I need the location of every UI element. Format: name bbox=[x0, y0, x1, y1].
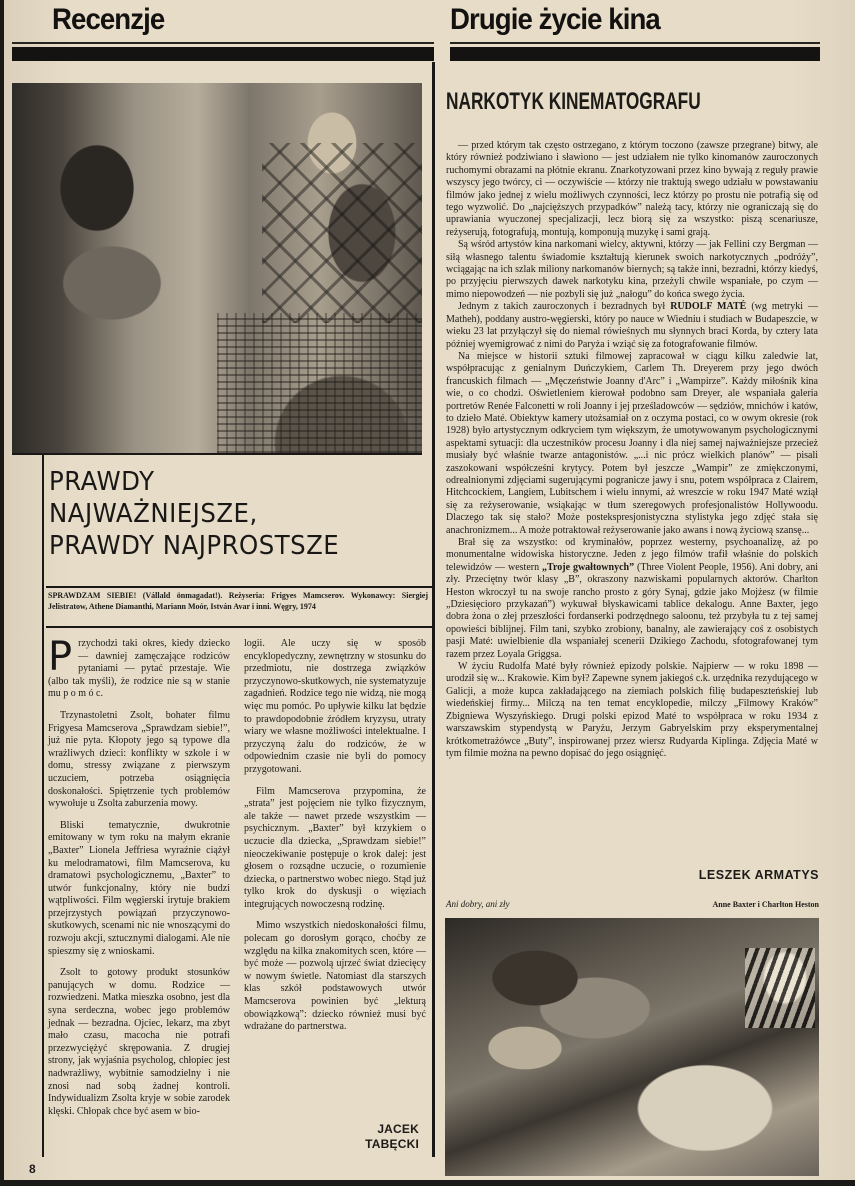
article-left-border bbox=[42, 455, 44, 1157]
review-byline bbox=[344, 1122, 419, 1152]
byline-first-name: JACEK bbox=[377, 1122, 419, 1136]
paragraph-text: (wg metryki — Matheh), poddany austro-węgierski, który po nauce w Wiedniu i studiach w Budapeszcie, w wieku 23 lat przyłączył się do niemal rówieśnych mu słynnych braci Korda, by cztery lata później wyemigrować z nimi do Paryża i wziąć się za fotografowanie filmów. bbox=[446, 301, 819, 350]
feature-byline: LESZEK ARMATYS bbox=[698, 868, 819, 882]
page-number: 8 bbox=[29, 1162, 36, 1176]
review-column-2 bbox=[244, 638, 426, 1043]
drop-cap: P bbox=[48, 634, 73, 680]
credits-rule-top bbox=[46, 586, 432, 588]
paragraph-text: rzychodzi taki okres, kiedy dziecko — dawniej zamęczające rodziców pytaniami — pytać przestaje. Wie (albo tak myśli), że rodzice nie są w stanie mu p o m ó c. bbox=[48, 638, 230, 700]
paragraph: Zsolt to gotowy produkt stosunków panujących w domu. Rodzice — rozwiedzeni. Matka mieszka osobno, jest dla syna serdeczna, wobec jego problemów jednak — bezradna. Ojciec, lekarz, ma zbyt mało czasu, macocha nie potrafi przezwyciężyć skrępowania. Z drugiej strony, jak wyjaśnia psycholog, chłopiec jest nadwrażliwy, wybitnie samodzielny i nie znosi nad sobą żadnej kontroli. Indywidualizm Zsolta kryje w sobie zarodek klęski. Chłopak chce być asem w bio- bbox=[48, 967, 230, 1117]
highlighted-name: RUDOLF MATÉ bbox=[670, 301, 747, 313]
photo-caption-right: Anne Baxter i Charlton Heston bbox=[712, 900, 819, 909]
header-rule-thick-right bbox=[450, 47, 820, 61]
film-credits: SPRAWDZAM SIEBIE! (Vállald önmagadat!). Reżyseria: Frigyes Mamcserov. Wykonawcy: Siergiej Jelistratow, Athene Diamanthi, Mariann Moór, István Avar i inni. Węgry, 1974 bbox=[48, 591, 428, 611]
highlighted-film-title: „Troje gwałtownych” bbox=[542, 561, 635, 573]
paragraph: Mimo wszystkich niedoskonałości filmu, polecam go dorosłym gorąco, choćby ze względu na kilka znakomitych scen, które — być może — pozwolą ujrzeć świat dziecięcy w nowym świetle. Natomiast dla starszych klas szkół podstawowych utwór Mamcserova powinien być „lekturą obowiązkową”: dziecko również musi być wdrażane do partnerstwa. bbox=[244, 920, 426, 1033]
headline-line: NAJWAŻNIEJSZE, bbox=[49, 499, 258, 529]
header-rule-thin-left bbox=[12, 42, 434, 44]
byline-last-name: TABĘCKI bbox=[365, 1137, 419, 1151]
photo-grille-detail bbox=[262, 143, 422, 323]
header-rule-thick-left bbox=[12, 47, 434, 61]
film-still-photo-icon bbox=[12, 83, 422, 455]
review-headline bbox=[49, 466, 406, 562]
paragraph bbox=[48, 634, 230, 701]
film-still-photo-icon bbox=[445, 918, 819, 1176]
photo-caption-left: Ani dobry, ani zły bbox=[446, 899, 510, 909]
section-title-drugie-zycie-kina: Drugie życie kina bbox=[450, 3, 660, 36]
paragraph: W życiu Rudolfa Maté były również epizody polskie. Najpierw — w roku 1898 — urodził się w... Krakowie. Kim był? Zapewne synem jakiegoś c.k. urzędnika rezydującego w Galicji, a może kupca zakładającego na ziemiach polskich filię budapeszteńskiej lub wiedeńskiej firmy... Milczą na ten temat encyklopedie, milczy „Filmowy Kraków” Zbigniewa Wyszyńskiego. Drugi polski epizod Maté to współpraca w roku 1934 z warszawskim stypendystą w Paryżu, Jerzym Gabryelskim przy eksperymentalnej krótkometrażówce „Buty”, inspirowanej przez wiersz Rudyarda Kiplinga. Zdjęcia Maté w tym filmie można na pewno dopisać do jego osiągnięć. bbox=[446, 661, 818, 759]
paragraph: Trzynastoletni Zsolt, bohater filmu Frigyesa Mamcserova „Sprawdzam siebie!”, już nie pyta. Kłopoty jego są typowe dla wrażliwych dzieci: konflikty w szkole i w domu, stressy związane z pierwszym uczuciem, potrzeba osiągnięcia doskonałości. Spiętrzenie tych problemów wywołuje u Zsolta zaburzenia mowy. bbox=[48, 709, 230, 810]
paragraph: Na miejsce w historii sztuki filmowej zapracował w ciągu kilku zaledwie lat, współpracując z genialnym Duńczykiem, Carlem Th. Dreyerem przy jego dwóch francuskich filmach — „Męczeństwie Joanny d'Arc” i „Wampirze”. Każdy miłośnik kina wie, o co chodzi. Oświetleniem kierował podobno sam Dreyer, ale wspaniała galeria portretów Renée Falconetti w roli Joanny i jej prześladowców — sędziów, mnichów i katów, to dzieło Maté. Obiektyw kamery utożsamiał on z oczyma postaci, co w owym okresie (rok 1928) było artystycznym odkryciem tym większym, że umotywowanym psychologicznymi aspektami sytuacji: dla uczestników procesu Joanny i dla niej samej najważniejsze przecież musiały być właśnie twarze antagonistów. „...i nic prócz wielkich planów” — pisali zaszokowani współcześni krytycy. Potem był jeszcze „Wampir” ze zmiękczonymi, odrealnionymi zdjęciami sugerującymi pogranicze jawy i snu, potem współpraca z Clairem, Hitchcockiem, Langiem, Lubitschem i wielu innymi, aż wreszcie w roku 1947 Maté wziął się za reżyserowanie, wsiąkając w tłum szeregowych profesjonalistów Hollywoodu. Dlaczego tak się stało? Może postekspresjonistyczna stylistyka jego zdjęć stała się anachronizmem... A może potraktował reżyserowanie jako awans i nową życiową szansę... bbox=[446, 350, 818, 536]
credits-rule-bottom bbox=[46, 626, 432, 628]
headline-line: PRAWDY bbox=[49, 467, 155, 497]
page-bottom-edge bbox=[0, 1180, 855, 1186]
paragraph: — przed którym tak często ostrzegano, z którym toczono (zawsze przegrane) bitwy, ale który również podziwiano i sławiono — jest udziałem nie tylko kinomanów zauroczonych ruchomymi obrazami na płótnie ekranu. Znarkotyzowani przez kino bywają z reguły prawie wszyscy jego twórcy, ci — oczywiście — którzy nie traktują swego udziału w powstawaniu filmów jako jednej z wielu możliwych czynności, lecz którzy po prostu nie potrafią się od tego wyzwolić. Do „najcięższych przypadków” należą tacy, którzy nie ograniczają się do uprawiania wyuczonej specjalizacji, lecz biorą się za wszystko: piszą scenariusze, reżyserują, fotografują, montują, komponują muzykę i sami grają. bbox=[446, 140, 818, 238]
photo-tablecloth-detail bbox=[217, 313, 422, 453]
feature-body bbox=[446, 140, 818, 760]
paragraph: Bliski tematycznie, dwukrotnie emitowany w tym roku na małym ekranie „Baxter” Lionela Jeffriesa wyraźnie ciążył ku melodramatowi, film Mamcserova, ku dramatowi psychologicznemu, „Baxter” to utwór funkcjonalny, który nie budzi wątpliwości. Film węgierski irytuje brakiem przejrzystych powiązań przyczynowo-skutkowych, scenami nic nie wnoszącymi do rozwoju akcji, sztucznymi dialogami. Ale nie spieszmy się z wnioskami. bbox=[48, 819, 230, 957]
review-column-1 bbox=[48, 634, 230, 1127]
paragraph-text: Jednym z takich zauroczonych i bezradnych był bbox=[458, 301, 671, 313]
section-title-recenzje: Recenzje bbox=[52, 3, 165, 36]
feature-headline: NARKOTYK KINEMATOGRAFU bbox=[446, 88, 701, 115]
paragraph: logii. Ale uczy się w sposób encyklopedyczny, zewnętrzny w stosunku do przedmiotu, nie dostrzega związków przyczynowo-skutkowych, nie systematyzuje zagadnień. Rodzice tego nie widzą, nie mogą więc mu pomóc. Po upływie kilku lat będzie to prawdopodobnie źródłem kryzysu, utraty wiary we własne możliwości intelektualne. I przyczyną żalu do rodziców, że w odpowiednim czasie nie byli do pomocy przygotowani. bbox=[244, 638, 426, 775]
paragraph-text: Brał się za wszystko: od kryminałów, poprzez westerny, psychoanalizę, aż po monumentalne widowiska historyczne. Jeden z jego filmów trafił właśnie do polskich telewidzów — western bbox=[446, 537, 818, 573]
headline-line: PRAWDY NAJPROSTSZE bbox=[49, 531, 340, 561]
header-rule-thin-right bbox=[450, 42, 820, 44]
paragraph: Są wśród artystów kina narkomani wielcy, aktywni, którzy — jak Fellini czy Bergman — siłą własnego talentu świadomie kształtują kierunek swoich narkotycznych „podróży”, wciągając na ich szlak miliony narkomanów biernych; są także inni, bezradni, którzy kiedyś, po przyjęciu pierwszych dawek narkotyku kina, przeżyli chwile wspaniałe, po czym — mimo niepowodzeń — nie pozbyli się już „nałogu” do końca swego życia. bbox=[446, 239, 818, 300]
magazine-page bbox=[4, 0, 855, 1180]
paragraph bbox=[446, 537, 818, 661]
paragraph-text: (Three Violent People, 1956). Ani dobry, ani zły. Przeciętny twór klasy „B”, okraszony nazwiskami popularnych aktorów. Charlton Heston wkroczył tu na swoje rancho prosto z góry Synaj, gdzie jako Mojżesz (w filmie „Dziesięcioro przykazań”) wykuwał błyskawicami tablice dekalogu. Anne Baxter, jego dobra żona o złej przeszłości fordanserki podrzędnego saloonu, też przybyła tu z tej samej opowieści biblijnej. Film tani, szybko zrobiony, banalny, ale zawierający coś z osobistych pasji Maté: uwielbienie dla wspaniałej scenerii Dzikiego Zachodu, sfotografowanej tym razem przez Loyala Griggsa. bbox=[446, 561, 818, 660]
paragraph: Film Mamcserova przypomina, że „strata” jest pojęciem nie tylko fizycznym, ale także — nawet przede wszystkim — psychicznym. „Baxter” był krzykiem o uczucie dla dziecka, „Sprawdzam siebie!” nieoczekiwanie postępuje o krok dalej: jest głosem o rozsądne uczucie, o rozumienie dziecka, o partnerstwo wobec niego. Stąd już tylko krok do dyskusji o więziach integrujących nowoczesną rodzinę. bbox=[244, 785, 426, 910]
photo-striped-blanket-detail bbox=[745, 948, 815, 1028]
paragraph bbox=[446, 301, 818, 351]
